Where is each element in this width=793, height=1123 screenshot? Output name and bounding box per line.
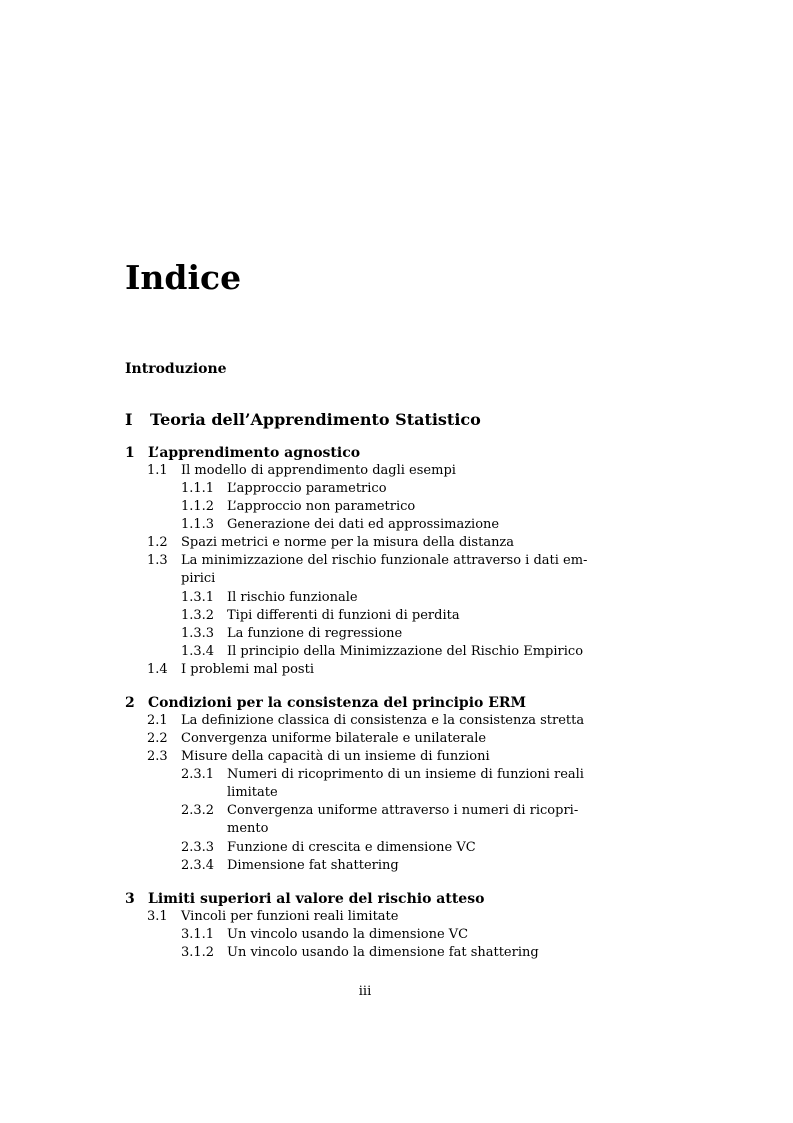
toc-section-1-3[interactable]	[147, 552, 587, 570]
chapter-title: L’apprendimento agnostico	[148, 445, 361, 461]
toc-subsection-3-1-1[interactable]	[181, 926, 581, 944]
section-title: Misure della capacità di un insieme di funzioni	[181, 749, 490, 764]
toc-subsection-1-1-2[interactable]	[181, 498, 581, 516]
page-number: iii	[358, 984, 372, 999]
toc-section-1-2[interactable]	[147, 534, 587, 552]
section-number: 3.1	[147, 909, 168, 924]
toc-subsection-1-1-3[interactable]	[181, 516, 581, 534]
toc-subsection-2-3-3[interactable]	[181, 839, 581, 857]
subsection-number: 1.3.2	[181, 608, 215, 623]
toc-part-1[interactable]	[125, 408, 625, 432]
subsection-number: 2.3.1	[181, 767, 215, 782]
chapter-number: 2	[125, 695, 135, 711]
subsection-title: Un vincolo usando la dimensione VC	[227, 927, 469, 942]
toc-subsection-3-1-2[interactable]	[181, 944, 581, 962]
subsection-title: Funzione di crescita e dimensione VC	[227, 840, 476, 855]
toc-subsection-2-3-2[interactable]	[181, 802, 581, 820]
toc-subsection-1-3-4[interactable]	[181, 643, 584, 661]
chapter-number: 1	[125, 445, 135, 461]
section-title: Convergenza uniforme bilaterale e unilaterale	[181, 731, 487, 746]
subsection-number: 3.1.2	[181, 945, 215, 960]
section-title: La minimizzazione del rischio funzionale attraverso i dati em-	[181, 553, 588, 568]
toc-subsection-2-3-1[interactable]	[181, 766, 584, 784]
subsection-number: 1.3.4	[181, 644, 215, 659]
toc-section-3-1[interactable]	[147, 908, 587, 926]
toc-introduction[interactable]: Introduzione	[125, 361, 227, 377]
part-number: I	[125, 410, 133, 429]
chapter-title: Condizioni per la consistenza del principio ERM	[148, 695, 527, 711]
subsection-title: Dimensione fat shattering	[227, 858, 399, 873]
subsection-number: 1.1.2	[181, 499, 215, 514]
section-title-continued: pirici	[181, 571, 216, 586]
subsection-title: Convergenza uniforme attraverso i numeri di ricopri-	[227, 803, 579, 818]
toc-section-2-2[interactable]	[147, 730, 587, 748]
toc-subsection-2-3-4[interactable]	[181, 857, 581, 875]
toc-section-2-3[interactable]	[147, 748, 587, 766]
subsection-title: Generazione dei dati ed approssimazione	[227, 517, 500, 532]
subsection-number: 1.1.3	[181, 517, 215, 532]
toc-chapter-1[interactable]	[125, 443, 645, 463]
subsection-title: Un vincolo usando la dimensione fat shattering	[227, 945, 539, 960]
chapter-title: Limiti superiori al valore del rischio atteso	[148, 891, 485, 907]
subsection-number: 2.3.4	[181, 858, 215, 873]
subsection-title: L’approccio non parametrico	[227, 499, 416, 514]
section-number: 2.1	[147, 713, 168, 728]
subsection-title-continued: limitate	[227, 785, 278, 800]
section-number: 1.4	[147, 662, 168, 677]
subsection-number: 1.3.1	[181, 590, 215, 605]
section-title: I problemi mal posti	[181, 662, 314, 677]
toc-subsection-1-3-2[interactable]	[181, 607, 581, 625]
toc-subsection-1-1-1[interactable]	[181, 480, 581, 498]
section-title: Vincoli per funzioni reali limitate	[181, 909, 399, 924]
toc-section-1-1[interactable]	[147, 462, 587, 480]
toc-subsection-1-3-3[interactable]	[181, 625, 581, 643]
part-title: Teoria dell’Apprendimento Statistico	[150, 410, 481, 429]
toc-section-1-4[interactable]	[147, 661, 587, 679]
subsection-number: 2.3.2	[181, 803, 215, 818]
subsection-title: Il principio della Minimizzazione del Rischio Empirico	[227, 644, 584, 659]
toc-section-1-3-continued[interactable]	[147, 570, 587, 588]
toc-subsection-1-3-1[interactable]	[181, 589, 581, 607]
subsection-title: Il rischio funzionale	[227, 590, 358, 605]
toc-chapter-3[interactable]	[125, 889, 645, 909]
page-title: Indice	[125, 258, 242, 297]
subsection-number: 2.3.3	[181, 840, 215, 855]
section-title: Spazi metrici e norme per la misura della distanza	[181, 535, 515, 550]
subsection-number: 3.1.1	[181, 927, 215, 942]
toc-subsection-2-3-2-continued[interactable]	[181, 820, 581, 838]
subsection-number: 1.3.3	[181, 626, 215, 641]
subsection-title: L’approccio parametrico	[227, 481, 387, 496]
section-title: Il modello di apprendimento dagli esempi	[181, 463, 456, 478]
subsection-title: Numeri di ricoprimento di un insieme di funzioni reali	[227, 767, 584, 782]
section-number: 1.2	[147, 535, 168, 550]
toc-section-2-1[interactable]	[147, 712, 587, 730]
chapter-number: 3	[125, 891, 135, 907]
toc-chapter-2[interactable]	[125, 693, 645, 713]
subsection-title: Tipi differenti di funzioni di perdita	[227, 608, 460, 623]
subsection-title: La funzione di regressione	[227, 626, 403, 641]
section-number: 1.1	[147, 463, 168, 478]
subsection-title-continued: mento	[227, 821, 269, 836]
section-number: 2.3	[147, 749, 168, 764]
subsection-number: 1.1.1	[181, 481, 215, 496]
toc-subsection-2-3-1-continued[interactable]	[181, 784, 581, 802]
section-number: 2.2	[147, 731, 168, 746]
section-title: La definizione classica di consistenza e la consistenza stretta	[181, 713, 585, 728]
section-number: 1.3	[147, 553, 168, 568]
